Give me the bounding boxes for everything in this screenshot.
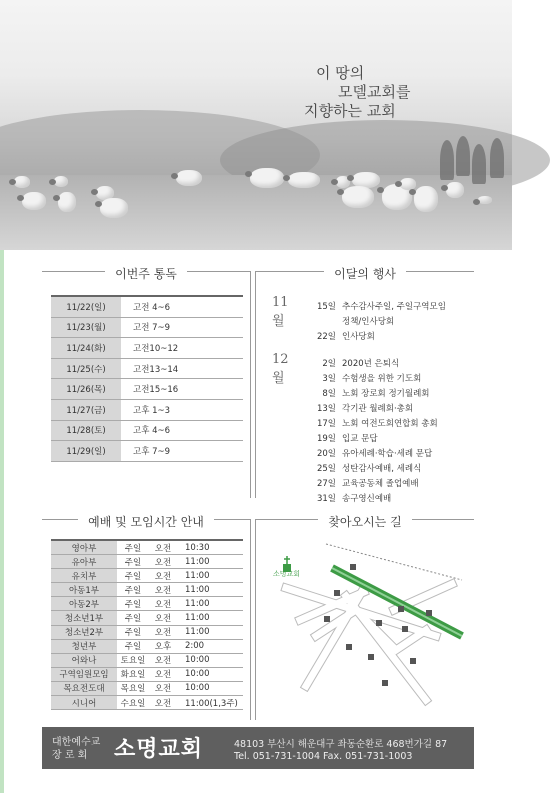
- meeting-time: 10:00: [177, 667, 243, 681]
- meeting-name: 아동2부: [51, 597, 117, 611]
- worship-row: [51, 625, 243, 639]
- event-item: [300, 477, 419, 489]
- reading-passage: 고후 1~3: [121, 399, 243, 420]
- location-map: [273, 540, 464, 707]
- meeting-ampm: 오전: [149, 667, 177, 681]
- denomination: [52, 736, 100, 762]
- meeting-time: 11:00: [177, 555, 243, 569]
- event-day: 2일: [322, 359, 336, 369]
- meeting-name: 아동1부: [51, 583, 117, 597]
- meeting-day: 주일: [117, 569, 149, 583]
- worship-row: [51, 583, 243, 597]
- tree-shape: [472, 144, 486, 184]
- week-reading-row: [51, 399, 243, 420]
- week-reading-row: [51, 317, 243, 338]
- map-building: [350, 564, 356, 570]
- meeting-ampm: 오전: [149, 555, 177, 569]
- week-reading-row: [51, 379, 243, 400]
- event-item: [300, 417, 438, 429]
- sheep: [100, 198, 128, 218]
- denomination-text: 대한예수교: [52, 737, 101, 748]
- reading-date: 11/24(화): [51, 338, 121, 359]
- sheep: [288, 172, 320, 188]
- event-day: 3일: [322, 374, 336, 384]
- reading-date: 11/26(목): [51, 379, 121, 400]
- meeting-name: 어와나: [51, 653, 117, 667]
- meeting-day: 주일: [117, 540, 149, 555]
- reading-passage: 고전15~16: [121, 379, 243, 400]
- worship-table: [51, 539, 243, 710]
- worship-row: [51, 569, 243, 583]
- event-text: 수험생을 위한 기도회: [342, 374, 422, 384]
- reading-passage: 고전13~14: [121, 358, 243, 379]
- sheep: [478, 196, 492, 204]
- meeting-time: 10:00: [177, 681, 243, 695]
- sheep: [14, 176, 30, 188]
- slogan-line: 모델교회를: [338, 83, 411, 101]
- worship-row: [51, 555, 243, 569]
- section-title: [256, 511, 474, 530]
- worship-row: [51, 667, 243, 681]
- event-text: 송구영신예배: [342, 494, 392, 504]
- event-item: [300, 447, 432, 459]
- slogan: [298, 64, 410, 121]
- event-day: 17일: [316, 419, 336, 429]
- meeting-time: 11:00: [177, 569, 243, 583]
- meeting-day: 주일: [117, 555, 149, 569]
- week-reading-table: [51, 295, 243, 462]
- event-item: [300, 300, 446, 312]
- week-reading-row: [51, 441, 243, 462]
- reading-passage: 고전 7~9: [121, 317, 243, 338]
- map-building: [402, 626, 408, 632]
- event-item: [300, 402, 413, 414]
- reading-date: 11/25(수): [51, 358, 121, 379]
- event-day: 20일: [316, 449, 336, 459]
- sheep: [54, 176, 68, 187]
- sheep: [250, 168, 284, 188]
- meeting-day: 화요일: [117, 667, 149, 681]
- office-text: 장 로 회: [52, 750, 88, 761]
- meeting-day: 주일: [117, 625, 149, 639]
- event-item: [300, 462, 421, 474]
- event-day: 31일: [316, 494, 336, 504]
- worship-row: [51, 611, 243, 625]
- event-day: 25일: [316, 464, 336, 474]
- accent-bar: [0, 250, 4, 793]
- meeting-ampm: 오전: [149, 653, 177, 667]
- meeting-name: 유아부: [51, 555, 117, 569]
- meeting-name: 청소년1부: [51, 611, 117, 625]
- event-day: 19일: [316, 434, 336, 444]
- map-building: [426, 610, 432, 616]
- reading-date: 11/22(일): [51, 296, 121, 317]
- meeting-day: 주일: [117, 639, 149, 653]
- map-building: [324, 616, 330, 622]
- sheep: [414, 186, 438, 212]
- event-item: [300, 432, 378, 444]
- week-reading-row: [51, 296, 243, 317]
- meeting-name: 유치부: [51, 569, 117, 583]
- event-text: 각기관 월례회·총회: [342, 404, 414, 414]
- meeting-time: 11:00(1,3주): [177, 696, 243, 710]
- reading-date: 11/23(월): [51, 317, 121, 338]
- tree-shape: [440, 140, 454, 180]
- reading-date: 11/27(금): [51, 399, 121, 420]
- address: 48103 부산시 해운대구 좌동순환로 468번가길 87: [234, 739, 448, 750]
- worship-row: [51, 653, 243, 667]
- worship-row: [51, 696, 243, 710]
- week-reading-row: [51, 338, 243, 359]
- event-text: 교육공동체 졸업예배: [342, 479, 419, 489]
- meeting-time: 10:30: [177, 540, 243, 555]
- meeting-name: 청년부: [51, 639, 117, 653]
- reading-passage: 고후 7~9: [121, 441, 243, 462]
- event-item: [300, 330, 375, 342]
- meeting-time: 11:00: [177, 625, 243, 639]
- cross-icon: [284, 556, 290, 564]
- map-building: [346, 644, 352, 650]
- event-item: [300, 315, 394, 327]
- sheep: [446, 182, 464, 198]
- tree-shape: [456, 136, 470, 176]
- event-text: 성탄감사예배, 세례식: [342, 464, 422, 474]
- meeting-day: 목요일: [117, 681, 149, 695]
- meeting-day: 토요일: [117, 653, 149, 667]
- event-text: 2020년 은퇴식: [342, 359, 400, 369]
- meeting-name: 목요전도대: [51, 681, 117, 695]
- meeting-ampm: 오전: [149, 611, 177, 625]
- meeting-name: 시니어: [51, 696, 117, 710]
- directions-title: 찾아오시는 길: [318, 515, 411, 529]
- worship-row: [51, 639, 243, 653]
- map-building: [334, 590, 340, 596]
- event-day: 8일: [322, 389, 336, 399]
- week-reading-title: 이번주 통독: [105, 267, 187, 281]
- meeting-name: 구역임원모임: [51, 667, 117, 681]
- worship-row: [51, 597, 243, 611]
- meeting-name: 청소년2부: [51, 625, 117, 639]
- meeting-ampm: 오전: [149, 569, 177, 583]
- map-building: [382, 680, 388, 686]
- meeting-day: 주일: [117, 583, 149, 597]
- meeting-ampm: 오전: [149, 540, 177, 555]
- event-day: 27일: [316, 479, 336, 489]
- sheep: [342, 186, 374, 208]
- reading-passage: 고후 4~6: [121, 420, 243, 441]
- event-item: [300, 492, 391, 504]
- church-name: 소명교회: [114, 737, 204, 762]
- event-text: 노회 여전도회연합회 총회: [342, 419, 438, 429]
- tree-shape: [490, 138, 504, 178]
- event-text: 입교 문답: [342, 434, 378, 444]
- event-text: 추수감사주일, 주일구역모임: [342, 302, 446, 312]
- slogan-line: 이 땅의: [316, 64, 365, 82]
- map-building: [376, 620, 382, 626]
- meeting-ampm: 오전: [149, 681, 177, 695]
- meeting-name: 영아부: [51, 540, 117, 555]
- event-text: 유아세례·학습·세례 문답: [342, 449, 433, 459]
- meeting-time: 10:00: [177, 653, 243, 667]
- meeting-time: 11:00: [177, 597, 243, 611]
- event-day: 22일: [316, 332, 336, 342]
- hero-image: [0, 0, 512, 250]
- event-item: [300, 357, 399, 369]
- contact-numbers: Tel. 051-731-1004 Fax. 051-731-1003: [234, 751, 413, 762]
- worship-row: [51, 681, 243, 695]
- reading-passage: 고전 4~6: [121, 296, 243, 317]
- meeting-time: 11:00: [177, 583, 243, 597]
- week-reading-row: [51, 420, 243, 441]
- section-title: [42, 263, 250, 282]
- sheep: [176, 170, 202, 186]
- meeting-ampm: 오전: [149, 583, 177, 597]
- events-title: 이달의 행사: [324, 267, 406, 281]
- event-day: 13일: [316, 404, 336, 414]
- meeting-time: 11:00: [177, 611, 243, 625]
- event-item: [300, 372, 421, 384]
- map-building: [410, 658, 416, 664]
- sheep: [58, 192, 76, 212]
- meeting-ampm: 오전: [149, 625, 177, 639]
- event-day: 15일: [316, 302, 336, 312]
- meeting-day: 주일: [117, 597, 149, 611]
- map-building: [368, 654, 374, 660]
- week-reading-row: [51, 358, 243, 379]
- month-label: 12월: [272, 352, 289, 386]
- section-title: [256, 263, 474, 282]
- slogan-line: 지향하는 교회: [304, 102, 396, 120]
- event-item: [300, 387, 430, 399]
- reading-date: 11/28(토): [51, 420, 121, 441]
- reading-date: 11/29(일): [51, 441, 121, 462]
- month-label: 11월: [272, 295, 289, 329]
- meeting-ampm: 오전: [149, 696, 177, 710]
- footer: [42, 727, 474, 769]
- sheep: [22, 192, 46, 210]
- reading-passage: 고전10~12: [121, 338, 243, 359]
- map-building: [398, 606, 404, 612]
- church-map-label: 소명교회: [273, 570, 301, 578]
- section-title: [42, 511, 250, 530]
- worship-title: 예배 및 모임시간 안내: [78, 515, 214, 529]
- meeting-day: 수요일: [117, 696, 149, 710]
- event-text: 노회 장로회 정기월례회: [342, 389, 430, 399]
- event-text: 정책/인사당회: [342, 317, 395, 327]
- worship-row: [51, 540, 243, 555]
- meeting-time: 2:00: [177, 639, 243, 653]
- event-text: 인사당회: [342, 332, 375, 342]
- meeting-ampm: 오후: [149, 639, 177, 653]
- meeting-ampm: 오전: [149, 597, 177, 611]
- meeting-day: 주일: [117, 611, 149, 625]
